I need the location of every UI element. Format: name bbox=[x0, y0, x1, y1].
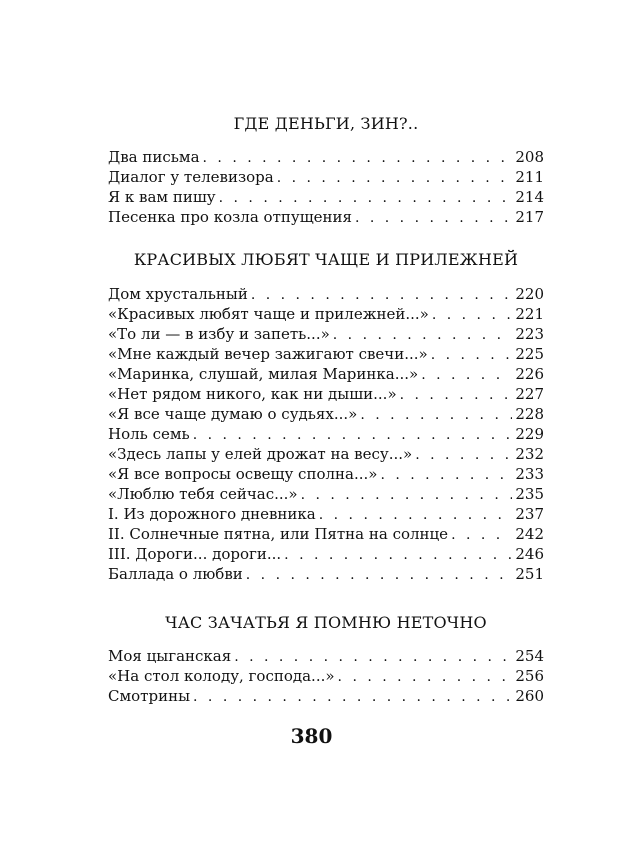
dot-leader bbox=[277, 168, 513, 188]
toc-entry bbox=[108, 147, 544, 167]
section-entries bbox=[108, 646, 544, 706]
entry-title: Диалог у телевизора bbox=[108, 168, 274, 186]
entry-title: Ноль семь bbox=[108, 425, 190, 443]
entry-title: «Маринка, слушай, милая Маринка...» bbox=[108, 365, 419, 383]
dot-leader bbox=[400, 385, 513, 405]
toc-entry bbox=[108, 167, 544, 187]
toc-entry bbox=[108, 544, 544, 564]
section-title: КРАСИВЫХ ЛЮБЯТ ЧАЩЕ И ПРИЛЕЖНЕЙ bbox=[133, 250, 519, 269]
entry-page: 214 bbox=[515, 188, 544, 206]
toc-entry bbox=[108, 304, 544, 324]
entry-page: 251 bbox=[515, 565, 544, 583]
entry-title: «Мне каждый вечер зажигают свечи...» bbox=[108, 345, 428, 363]
entry-title: Смотрины bbox=[108, 687, 191, 705]
dot-leader bbox=[219, 188, 513, 208]
entry-title: Я к вам пишу bbox=[108, 188, 216, 206]
entry-title: Моя цыганская bbox=[108, 647, 232, 665]
entry-page: 211 bbox=[515, 168, 544, 186]
dot-leader bbox=[284, 545, 512, 565]
section-title: ЧАС ЗАЧАТЬЯ Я ПОМНЮ НЕТОЧНО bbox=[165, 613, 487, 632]
toc-entry bbox=[108, 646, 544, 666]
entry-title: «Нет рядом никого, как ни дыши...» bbox=[108, 385, 397, 403]
toc-entry bbox=[108, 404, 544, 424]
entry-title: Песенка про козла отпущения bbox=[108, 208, 352, 226]
dot-leader bbox=[431, 345, 513, 365]
toc-entry bbox=[108, 364, 544, 384]
toc-entry bbox=[108, 384, 544, 404]
entry-title: III. Дороги... дороги... bbox=[108, 545, 282, 563]
entry-page: 229 bbox=[515, 425, 544, 443]
section-entries bbox=[108, 147, 544, 227]
entry-title: «Здесь лапы у елей дрожат на весу...» bbox=[108, 445, 413, 463]
entry-page: 226 bbox=[515, 365, 544, 383]
dot-leader bbox=[355, 208, 512, 228]
entry-page: 242 bbox=[515, 525, 544, 543]
entry-page: 227 bbox=[515, 385, 544, 403]
entry-page: 246 bbox=[515, 545, 544, 563]
dot-leader bbox=[193, 687, 512, 707]
toc-entry bbox=[108, 484, 544, 504]
dot-leader bbox=[415, 445, 512, 465]
dot-leader bbox=[193, 425, 513, 445]
toc-entry bbox=[108, 564, 544, 584]
entry-page: 235 bbox=[515, 485, 544, 503]
entry-page: 254 bbox=[515, 647, 544, 665]
entry-page: 217 bbox=[515, 208, 544, 226]
toc-entry bbox=[108, 524, 544, 544]
dot-leader bbox=[301, 485, 513, 505]
dot-leader bbox=[319, 505, 513, 525]
entry-title: «Я все чаще думаю о судьях...» bbox=[108, 405, 358, 423]
dot-leader bbox=[451, 525, 512, 545]
entry-page: 208 bbox=[515, 148, 544, 166]
dot-leader bbox=[246, 565, 513, 585]
toc-entry bbox=[108, 686, 544, 706]
toc-entry bbox=[108, 324, 544, 344]
section-entries bbox=[108, 284, 544, 584]
entry-page: 223 bbox=[515, 325, 544, 343]
entry-page: 232 bbox=[515, 445, 544, 463]
dot-leader bbox=[203, 148, 513, 168]
toc-entry bbox=[108, 504, 544, 524]
page-number: 380 bbox=[290, 724, 333, 748]
section-title: ГДЕ ДЕНЬГИ, ЗИН?.. bbox=[233, 114, 419, 133]
dot-leader bbox=[338, 667, 513, 687]
entry-page: 233 bbox=[515, 465, 544, 483]
toc-entry bbox=[108, 464, 544, 484]
entry-title: «Красивых любят чаще и прилежней...» bbox=[108, 305, 429, 323]
dot-leader bbox=[380, 465, 512, 485]
toc-entry bbox=[108, 424, 544, 444]
entry-title: Дом хрустальный bbox=[108, 285, 248, 303]
entry-page: 260 bbox=[515, 687, 544, 705]
entry-title: «Я все вопросы освещу сполна...» bbox=[108, 465, 378, 483]
dot-leader bbox=[333, 325, 513, 345]
dot-leader bbox=[234, 647, 512, 667]
dot-leader bbox=[432, 305, 513, 325]
entry-title: «Люблю тебя сейчас...» bbox=[108, 485, 298, 503]
entry-page: 221 bbox=[515, 305, 544, 323]
toc-entry bbox=[108, 666, 544, 686]
toc-entry bbox=[108, 187, 544, 207]
entry-page: 256 bbox=[515, 667, 544, 685]
toc-entry bbox=[108, 284, 544, 304]
dot-leader bbox=[251, 285, 513, 305]
toc-entry bbox=[108, 207, 544, 227]
entry-title: Два письма bbox=[108, 148, 200, 166]
toc-entry bbox=[108, 344, 544, 364]
entry-page: 237 bbox=[515, 505, 544, 523]
entry-title: «На стол колоду, господа...» bbox=[108, 667, 335, 685]
entry-page: 225 bbox=[515, 345, 544, 363]
entry-title: I. Из дорожного дневника bbox=[108, 505, 316, 523]
entry-title: «То ли — в избу и запеть...» bbox=[108, 325, 330, 343]
dot-leader bbox=[360, 405, 512, 425]
entry-title: II. Солнечные пятна, или Пятна на солнце bbox=[108, 525, 449, 543]
entry-page: 228 bbox=[515, 405, 544, 423]
dot-leader bbox=[421, 365, 512, 385]
entry-title: Баллада о любви bbox=[108, 565, 243, 583]
toc-entry bbox=[108, 444, 544, 464]
entry-page: 220 bbox=[515, 285, 544, 303]
